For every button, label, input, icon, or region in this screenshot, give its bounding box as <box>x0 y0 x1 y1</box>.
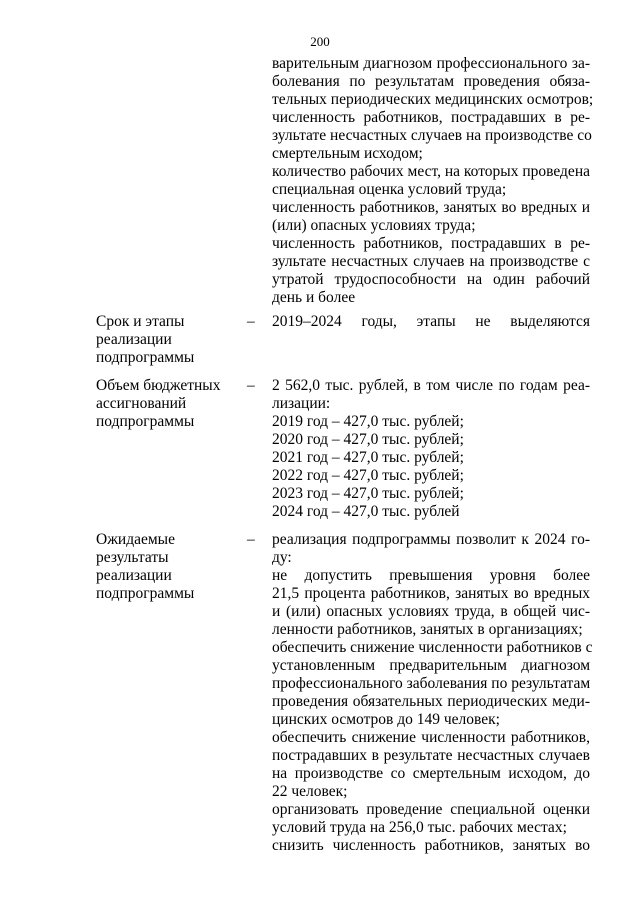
row-label-line: реализации <box>96 567 172 584</box>
text-line: утратой трудоспособности на один рабочий <box>272 271 590 288</box>
row-label <box>96 313 226 367</box>
row-label-line: Ожидаемые <box>96 531 175 548</box>
text-line: проведения обязательных периодических меди- <box>272 693 590 710</box>
text-line: на производстве со смертельным исходом, до <box>272 765 590 782</box>
text-line: 2024 год – 427,0 тыс. рублей <box>272 503 460 520</box>
text-line: не допустить превышения уровня более <box>272 567 590 584</box>
text-line: пострадавших в результате несчастных случаев <box>272 747 590 764</box>
row-label <box>96 531 226 603</box>
text-line: 21,5 процента работников, занятых во вредных <box>272 585 590 602</box>
text-line: 2021 год – 427,0 тыс. рублей; <box>272 449 464 466</box>
row-content <box>272 313 590 331</box>
text-line: реализация подпрограммы позволит к 2024 го- <box>272 531 590 548</box>
text-line: 2019–2024 годы, этапы не выделяются <box>272 313 590 330</box>
row-content <box>272 531 593 855</box>
text-line: смертельным исходом; <box>272 145 423 162</box>
row-label-line: подпрограммы <box>96 585 195 602</box>
text-line: снизить численность работников, занятых во <box>272 837 590 854</box>
text-line: зультате несчастных случаев на производстве со <box>272 127 592 144</box>
text-line: зультате несчастных случаев на производстве с <box>272 253 590 270</box>
text-line: организовать проведение специальной оценки <box>272 801 590 818</box>
text-line: профессионального заболевания по результатам <box>272 675 591 692</box>
text-line: 22 человек; <box>272 783 348 800</box>
text-line: болевания по результатам проведения обяза- <box>272 73 590 90</box>
row-label-line: Объем бюджетных <box>96 377 221 394</box>
text-line: 2 562,0 тыс. рублей, в том числе по годам реа- <box>272 377 590 394</box>
text-line: условий труда на 256,0 тыс. рабочих местах; <box>272 819 567 836</box>
text-line: ленности работников, занятых в организациях; <box>272 621 583 638</box>
row-label <box>96 377 226 431</box>
text-line: тельных периодических медицинских осмотров; <box>272 91 594 108</box>
text-line: и (или) опасных условиях труда, в общей чис- <box>272 603 590 620</box>
text-line: численность работников, занятых во вредных и <box>272 199 590 216</box>
text-line: численность работников, пострадавших в ре- <box>272 109 590 126</box>
text-line: численность работников, пострадавших в ре- <box>272 235 590 252</box>
text-line: количество рабочих мест, на которых проведена <box>272 163 590 180</box>
text-line: специальная оценка условий труда; <box>272 181 507 198</box>
row-dash: – <box>247 531 255 548</box>
text-line: ду: <box>272 549 292 566</box>
text-line: варительным диагнозом профессионального за- <box>272 55 590 72</box>
text-line: 2020 год – 427,0 тыс. рублей; <box>272 431 464 448</box>
text-line: (или) опасных условиях труда; <box>272 217 476 234</box>
text-line: 2023 год – 427,0 тыс. рублей; <box>272 485 464 502</box>
row-dash: – <box>247 313 255 330</box>
text-line: обеспечить снижение численности работников, <box>272 729 590 746</box>
row-content <box>272 377 590 521</box>
text-line: лизации: <box>272 395 331 412</box>
row-dash: – <box>247 377 255 394</box>
row-label-line: ассигнований <box>96 395 187 412</box>
text-line: 2022 год – 427,0 тыс. рублей; <box>272 467 464 484</box>
text-line: установленным предварительным диагнозом <box>272 657 590 674</box>
row-label-line: подпрограммы <box>96 413 195 430</box>
row-label-line: результаты <box>96 549 169 566</box>
text-line: обеспечить снижение численности работников с <box>272 639 593 656</box>
text-line: 2019 год – 427,0 тыс. рублей; <box>272 413 464 430</box>
row-label-line: подпрограммы <box>96 349 195 366</box>
text-line: день и более <box>272 289 356 306</box>
row-label-line: Срок и этапы <box>96 313 185 330</box>
page-number: 200 <box>310 34 330 49</box>
text-line: цинских осмотров до 149 человек; <box>272 711 500 728</box>
row-label-line: реализации <box>96 331 172 348</box>
intro-text <box>272 55 594 307</box>
